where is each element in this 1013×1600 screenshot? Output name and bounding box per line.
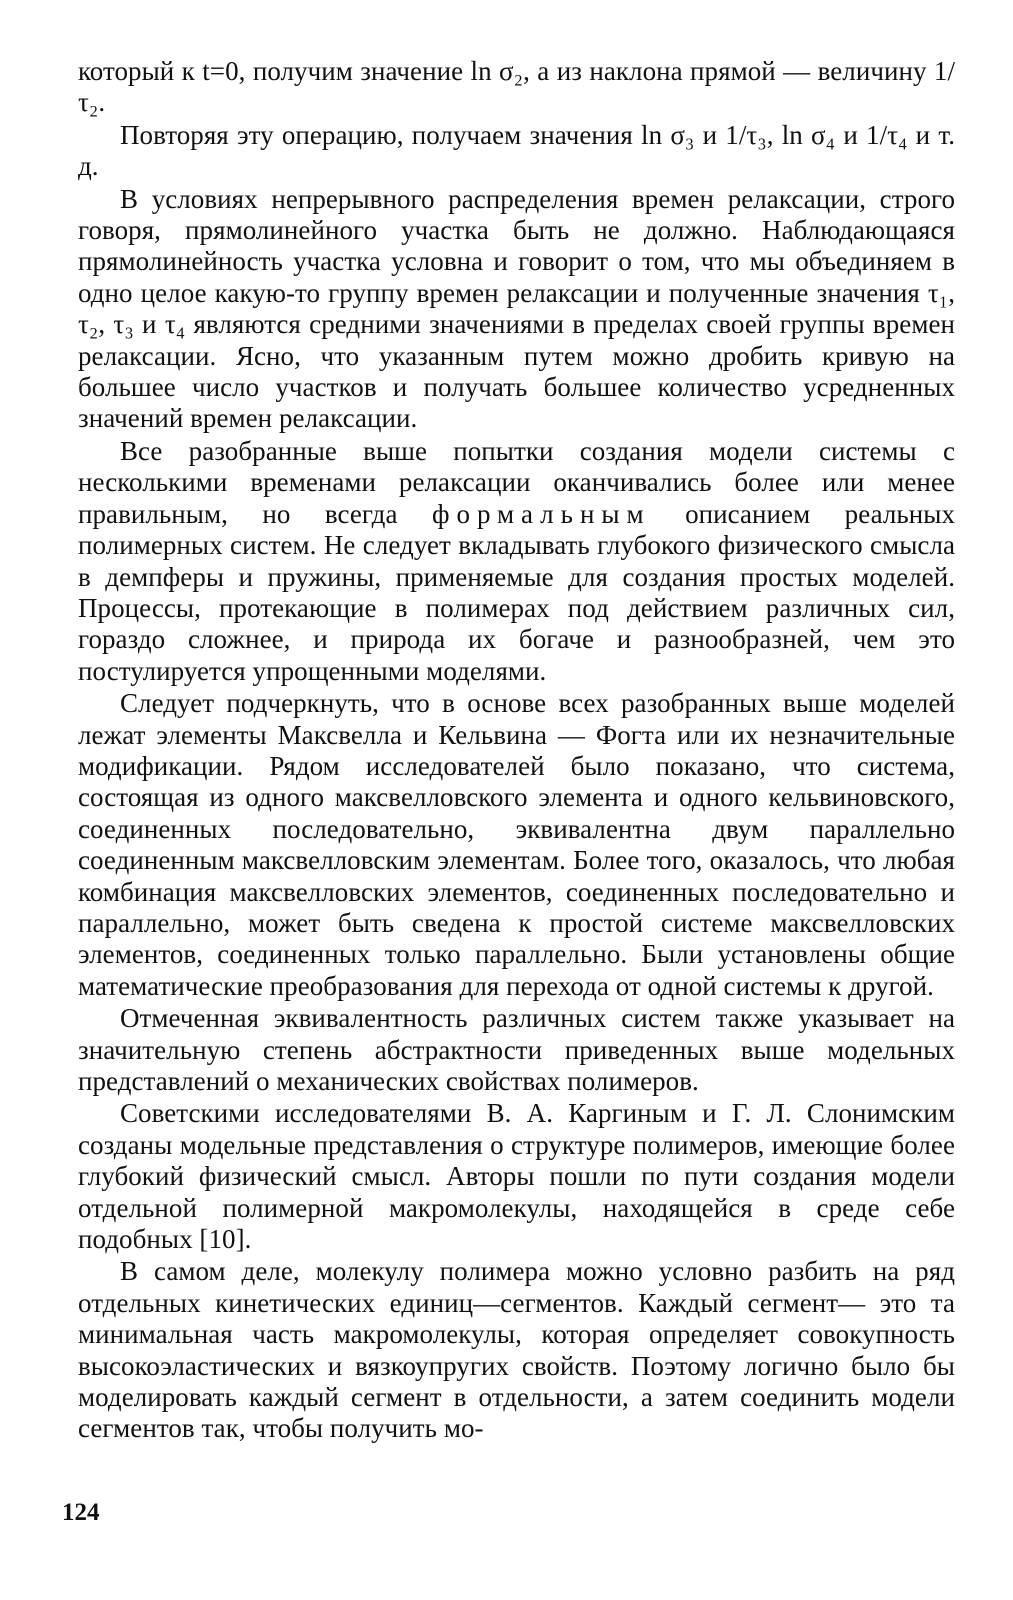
paragraph-4 [78,436,955,687]
paragraph-8 [78,1256,955,1444]
emphasized-word: формальным [431,498,651,529]
paragraph-7 [78,1098,955,1255]
paragraph-3 [78,184,955,435]
paragraph-1 [78,56,955,119]
paragraph-2 [78,120,955,183]
paragraph-text: Отмеченная эквивалентность различных систем также указывает на значительную степень абстрактности приведенных выше модельных представлений о механических свойствах полимеров. [78,1003,955,1096]
paragraph-text: описанием реальных полимерных систем. Не следует вкладывать глубокого физического смысла в демпферы и пружины, применяемые для создания простых моделей. Процессы, протекающие в полимерах под действием различных сил, гораздо сложнее, и природа их богаче и разнообразней, чем это постулируется упрощенными моделями. [78,498,955,686]
paragraph-text: В самом деле, молекулу полимера можно условно разбить на ряд отдельных кинетических единиц—сегментов. Каждый сегмент— это та минимальная часть макромолекулы, которая определяет совокупность высокоэластических и вязкоупругих свойств. Поэтому логично было бы моделировать каждый сегмент в отдельности, а затем соединить модели сегментов так, чтобы получить мо- [78,1256,955,1444]
paragraph-text: который к t=0, получим значение ln σ₂, а из наклона прямой — величину 1/τ₂. [78,56,955,118]
paragraph-text: Все разобранные выше попытки создания модели системы с несколькими временами релаксации оканчивались более или менее правильным, но всегда [78,435,955,529]
paragraph-5 [78,688,955,1002]
text-body [78,56,955,1445]
paragraph-text: В условиях непрерывного распределения времен релаксации, строго говоря, прямолинейного участка быть не должно. Наблюдающаяся прямолинейность участка условна и говорит о том, что мы объединяем в одно целое какую-то группу времен релаксации и полученные значения τ₁, τ₂, τ₃ и τ₄ являются средними значениями в пределах своей группы времен релаксации. Ясно, что указанным путем можно дробить кривую на большее число участков и получать большее количество усредненных значений времен релаксации. [78,183,955,434]
paragraph-text: Следует подчеркнуть, что в основе всех разобранных выше моделей лежат элементы Максвелла и Кельвина — Фогта или их незначительные модификации. Рядом исследователей было показано, что система, состоящая из одного максвелловского элемента и одного кельвиновского, соединенных последовательно, эквивалентна двум параллельно соединенным максвелловским элементам. Более того, оказалось, что любая комбинация максвелловских элементов, соединенных последовательно и параллельно, может быть сведена к простой системе максвелловских элементов, соединенных только параллельно. Были установлены общие математические преобразования для перехода от одной системы к другой. [78,688,955,1001]
page-number: 124 [62,1499,100,1526]
paragraph-text: Повторяя эту операцию, получаем значения ln σ₃ и 1/τ₃, ln σ₄ и 1/τ₄ и т. д. [78,119,955,182]
paragraph-text: Советскими исследователями В. А. Каргиным и Г. Л. Слонимским созданы модельные представления о структуре полимеров, имеющие более глубокий физический смысл. Авторы пошли по пути создания модели отдельной полимерной макромолекулы, находящейся в среде себе подобных [10]. [78,1098,955,1255]
paragraph-6 [78,1003,955,1097]
